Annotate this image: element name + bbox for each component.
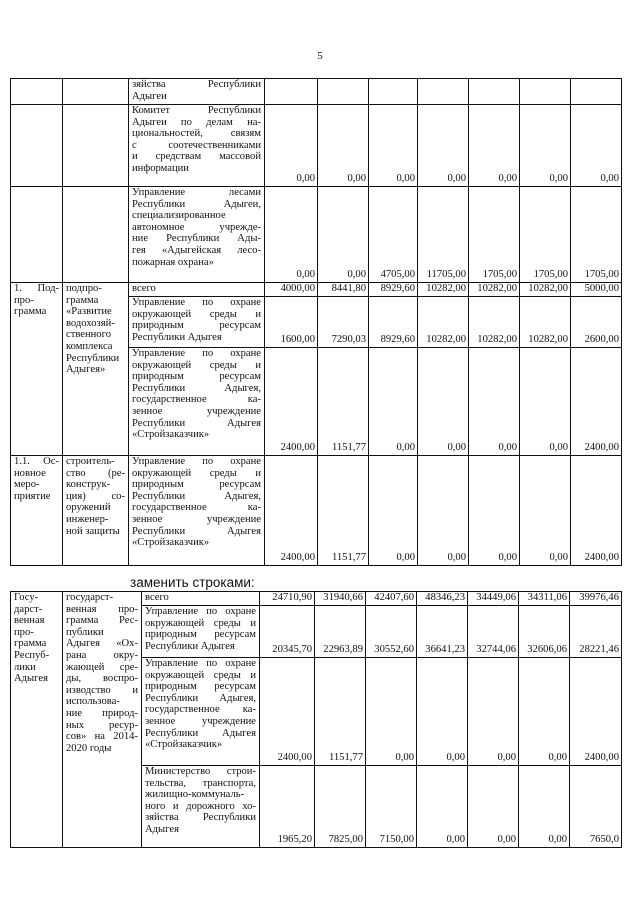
cell-text-line: инженер- <box>66 513 109 525</box>
value-cell: 7150,00 <box>366 766 417 848</box>
value-cell: 0,00 <box>469 348 520 456</box>
cell-text-line: Республики Адыгея, <box>132 382 261 394</box>
cell-text-line: природным ресурсам <box>132 371 261 383</box>
cell-text-line: ство (ре- <box>66 467 125 479</box>
cell-text-line: изводство и <box>66 684 138 696</box>
budget-table-original <box>10 78 622 566</box>
value-cell: 2600,00 <box>571 297 622 348</box>
value-cell: 0,00 <box>469 456 520 566</box>
row-label <box>142 658 260 766</box>
cell-text-line: пожарная охрана» <box>132 256 214 268</box>
value-cell: 32744,06 <box>468 606 519 658</box>
cell-text-line: Адыгея «Ох- <box>66 638 138 650</box>
cell-text-line: ды, воспро- <box>66 673 138 685</box>
value-cell: 8929,60 <box>369 283 418 297</box>
row-label <box>129 187 265 283</box>
cell-text-line: зенное учреждение <box>145 715 256 727</box>
cell-text-line: ние Республики Ады- <box>132 233 261 245</box>
value-cell: 0,00 <box>520 105 571 187</box>
value-cell: 2400,00 <box>260 658 315 766</box>
cell-text-line: ция) со- <box>66 490 125 502</box>
value-cell: 0,00 <box>418 105 469 187</box>
value-cell: 1705,00 <box>571 187 622 283</box>
value-cell: 2400,00 <box>265 348 318 456</box>
value-cell: 34449,06 <box>468 592 519 606</box>
value-cell: 0,00 <box>366 658 417 766</box>
cell-text-line: лики <box>14 661 36 673</box>
value-cell: 24710,90 <box>260 592 315 606</box>
cell-text-line: Министерство строи- <box>145 766 256 777</box>
section-title <box>63 283 129 456</box>
value-cell: 30552,60 <box>366 606 417 658</box>
cell-text-line: новное <box>14 467 46 479</box>
cell-text-line: 2020 годы <box>66 742 112 754</box>
value-cell: 7650,0 <box>570 766 622 848</box>
value-cell: 7825,00 <box>315 766 366 848</box>
table-row <box>11 187 622 283</box>
value-cell: 0,00 <box>520 456 571 566</box>
row-label <box>129 297 265 348</box>
cell-text-line: водохозяй- <box>66 317 115 329</box>
cell-text-line: жающей сре- <box>66 661 138 673</box>
cell-text-line: публики <box>66 626 104 638</box>
value-cell: 28221,46 <box>570 606 622 658</box>
value-cell: 39976,46 <box>570 592 622 606</box>
section-code <box>11 592 63 848</box>
cell-text-line: про- <box>14 294 34 306</box>
cell-text-line: ние природ- <box>66 707 138 719</box>
cell-text-line: природным ресурсам <box>145 629 256 641</box>
cell-text-line: про- <box>14 626 34 638</box>
cell-text-line: Республики Адыгея <box>145 640 235 652</box>
row-label <box>129 79 265 105</box>
value-cell: 22963,89 <box>315 606 366 658</box>
budget-table-replacement <box>10 591 622 848</box>
value-cell: 36641,23 <box>417 606 468 658</box>
section-code <box>11 283 63 456</box>
cell-text-line: Управление по охране <box>132 348 261 359</box>
cell-text-line: окружающей среды и <box>145 669 256 681</box>
value-cell: 2400,00 <box>571 456 622 566</box>
cell-text-line: Республики Адыгея <box>132 331 222 343</box>
cell-text-line: подпро- <box>66 283 102 294</box>
value-cell: 10282,00 <box>418 283 469 297</box>
value-cell: 0,00 <box>519 766 570 848</box>
cell-text-line: зенное учреждение <box>132 405 261 417</box>
value-cell: 4705,00 <box>369 187 418 283</box>
cell-text-line: рана окру- <box>66 649 138 661</box>
cell-text-line: тельства, транспорта, <box>145 777 256 789</box>
value-cell: 7290,03 <box>318 297 369 348</box>
value-cell: 10282,00 <box>469 297 520 348</box>
table-row <box>11 79 622 105</box>
value-cell: 8441,80 <box>318 283 369 297</box>
value-cell: 1151,77 <box>318 348 369 456</box>
cell-text-line: сов» на 2014- <box>66 731 138 743</box>
cell-text-line: использова- <box>66 696 120 708</box>
value-cell: 11705,00 <box>418 187 469 283</box>
cell-text-line: Госу- <box>14 592 39 603</box>
value-cell: 0,00 <box>318 187 369 283</box>
cell-text-line: государственное ка- <box>132 394 261 406</box>
value-cell: 0,00 <box>469 105 520 187</box>
cell-text-line: окружающей среды и <box>132 308 261 320</box>
value-cell: 0,00 <box>417 766 468 848</box>
cell-text-line: окружающей среды и <box>145 617 256 629</box>
cell-text-line: Республики Адыгея <box>132 525 261 537</box>
cell-text-line: венная <box>14 615 45 627</box>
cell-text-line: государственное ка- <box>145 704 256 716</box>
row-label: всего <box>129 283 265 297</box>
cell-text-line: грамма <box>14 306 47 318</box>
value-cell: 10282,00 <box>418 297 469 348</box>
cell-text-line: грамма Рес- <box>66 615 138 627</box>
value-cell: 34311,06 <box>519 592 570 606</box>
cell-text-line: Республики <box>66 352 120 364</box>
value-cell: 32606,06 <box>519 606 570 658</box>
value-cell: 1965,20 <box>260 766 315 848</box>
cell-text-line: 1.1. Ос- <box>14 456 59 467</box>
cell-text-line: Адыгеи по делам на- <box>132 116 261 128</box>
value-cell: 0,00 <box>417 658 468 766</box>
row-label: всего <box>142 592 260 606</box>
cell-text-line: Республики Адыгея <box>132 417 261 429</box>
cell-text-line: Управление лесами <box>132 187 261 198</box>
value-cell: 20345,70 <box>260 606 315 658</box>
cell-text-line: зяйства Республики <box>145 812 256 824</box>
table-row <box>11 283 622 297</box>
cell-text-line: Республики Адыгея, <box>145 692 256 704</box>
value-cell: 2400,00 <box>570 658 622 766</box>
value-cell: 10282,00 <box>520 297 571 348</box>
value-cell: 0,00 <box>265 187 318 283</box>
cell-text-line: окружающей среды и <box>132 359 261 371</box>
cell-text-line: автономное учрежде- <box>132 221 261 233</box>
cell-text-line: государст- <box>66 592 114 603</box>
cell-text-line: природным ресурсам <box>132 320 261 332</box>
value-cell: 4000,00 <box>265 283 318 297</box>
cell-text-line: строитель- <box>66 456 115 467</box>
cell-text-line: циональностей, связям <box>132 128 261 140</box>
value-cell: 1705,00 <box>469 187 520 283</box>
cell-text-line: Респуб- <box>14 649 50 661</box>
section-code <box>11 456 63 566</box>
cell-text-line: Республики Адыгея <box>145 727 256 739</box>
cell-text-line: Управление по охране <box>132 297 261 308</box>
cell-text-line: природным ресурсам <box>145 681 256 693</box>
section-title <box>63 456 129 566</box>
value-cell: 0,00 <box>318 105 369 187</box>
value-cell: 10282,00 <box>520 283 571 297</box>
row-label <box>142 606 260 658</box>
value-cell: 0,00 <box>468 766 519 848</box>
cell-text-line: «Стройзаказчик» <box>132 537 210 549</box>
value-cell: 31940,66 <box>315 592 366 606</box>
value-cell: 0,00 <box>520 348 571 456</box>
cell-text-line: Адыгея <box>14 673 48 685</box>
cell-text-line: Комитет Республики <box>132 105 261 116</box>
table-row <box>11 592 622 606</box>
cell-text-line: специализированное <box>132 210 226 222</box>
value-cell: 2400,00 <box>265 456 318 566</box>
cell-text-line: ного и дорожного хо- <box>145 800 256 812</box>
cell-text-line: окружающей среды и <box>132 467 261 479</box>
value-cell: 2400,00 <box>571 348 622 456</box>
value-cell: 1151,77 <box>318 456 369 566</box>
cell-text-line: ной защиты <box>66 525 120 537</box>
cell-text-line: зенное учреждение <box>132 513 261 525</box>
cell-text-line: Управление по охране <box>145 658 256 669</box>
value-cell: 8929,60 <box>369 297 418 348</box>
cell-text-line: зяйства Республики <box>132 79 261 90</box>
cell-text-line: грамма <box>66 294 99 306</box>
cell-text-line: грамма <box>14 638 47 650</box>
cell-text-line: с соотечественниками <box>132 139 261 151</box>
cell-text-line: «Развитие <box>66 306 112 318</box>
value-cell: 1151,77 <box>315 658 366 766</box>
value-cell: 0,00 <box>418 348 469 456</box>
cell-text-line: природным ресурсам <box>132 479 261 491</box>
value-cell: 0,00 <box>418 456 469 566</box>
cell-text-line: Республики Адыгеи, <box>132 198 261 210</box>
replace-note: заменить строками: <box>130 575 255 590</box>
section-title <box>63 592 142 848</box>
page-number: 5 <box>317 50 323 62</box>
table-row <box>11 105 622 187</box>
value-cell: 5000,00 <box>571 283 622 297</box>
cell-text-line: Адыгеи <box>132 90 167 102</box>
value-cell: 1600,00 <box>265 297 318 348</box>
value-cell: 0,00 <box>468 658 519 766</box>
cell-text-line: ственного <box>66 329 111 341</box>
cell-text-line: «Стройзаказчик» <box>145 739 223 751</box>
cell-text-line: комплекса <box>66 340 113 352</box>
row-label <box>129 105 265 187</box>
row-label <box>142 766 260 848</box>
cell-text-line: Республики Адыгея, <box>132 490 261 502</box>
value-cell: 0,00 <box>571 105 622 187</box>
cell-text-line: ных ресур- <box>66 719 138 731</box>
cell-text-line: венная про- <box>66 603 138 615</box>
cell-text-line: и средствам массовой <box>132 151 261 163</box>
value-cell: 42407,60 <box>366 592 417 606</box>
cell-text-line: дарст- <box>14 603 43 615</box>
cell-text-line: «Стройзаказчик» <box>132 429 210 441</box>
value-cell: 0,00 <box>265 105 318 187</box>
table-row <box>11 456 622 566</box>
cell-text-line: гея «Адыгейская лесо- <box>132 244 261 256</box>
cell-text-line: 1. Под- <box>14 283 59 294</box>
value-cell: 10282,00 <box>469 283 520 297</box>
cell-text-line: жилищно-коммуналь- <box>145 789 245 801</box>
value-cell: 0,00 <box>369 105 418 187</box>
value-cell: 1705,00 <box>520 187 571 283</box>
cell-text-line: государственное ка- <box>132 502 261 514</box>
cell-text-line: приятие <box>14 490 51 502</box>
cell-text-line: Адыгея <box>145 823 179 835</box>
cell-text-line: меро- <box>14 479 40 491</box>
cell-text-line: Адыгея» <box>66 364 106 376</box>
cell-text-line: Управление по охране <box>145 606 256 617</box>
value-cell: 0,00 <box>519 658 570 766</box>
value-cell: 0,00 <box>369 456 418 566</box>
cell-text-line: Управление по охране <box>132 456 261 467</box>
cell-text-line: оружений <box>66 502 111 514</box>
cell-text-line: конструк- <box>66 479 111 491</box>
value-cell: 0,00 <box>369 348 418 456</box>
row-label <box>129 348 265 456</box>
row-label <box>129 456 265 566</box>
cell-text-line: информации <box>132 162 189 174</box>
value-cell: 48346,23 <box>417 592 468 606</box>
